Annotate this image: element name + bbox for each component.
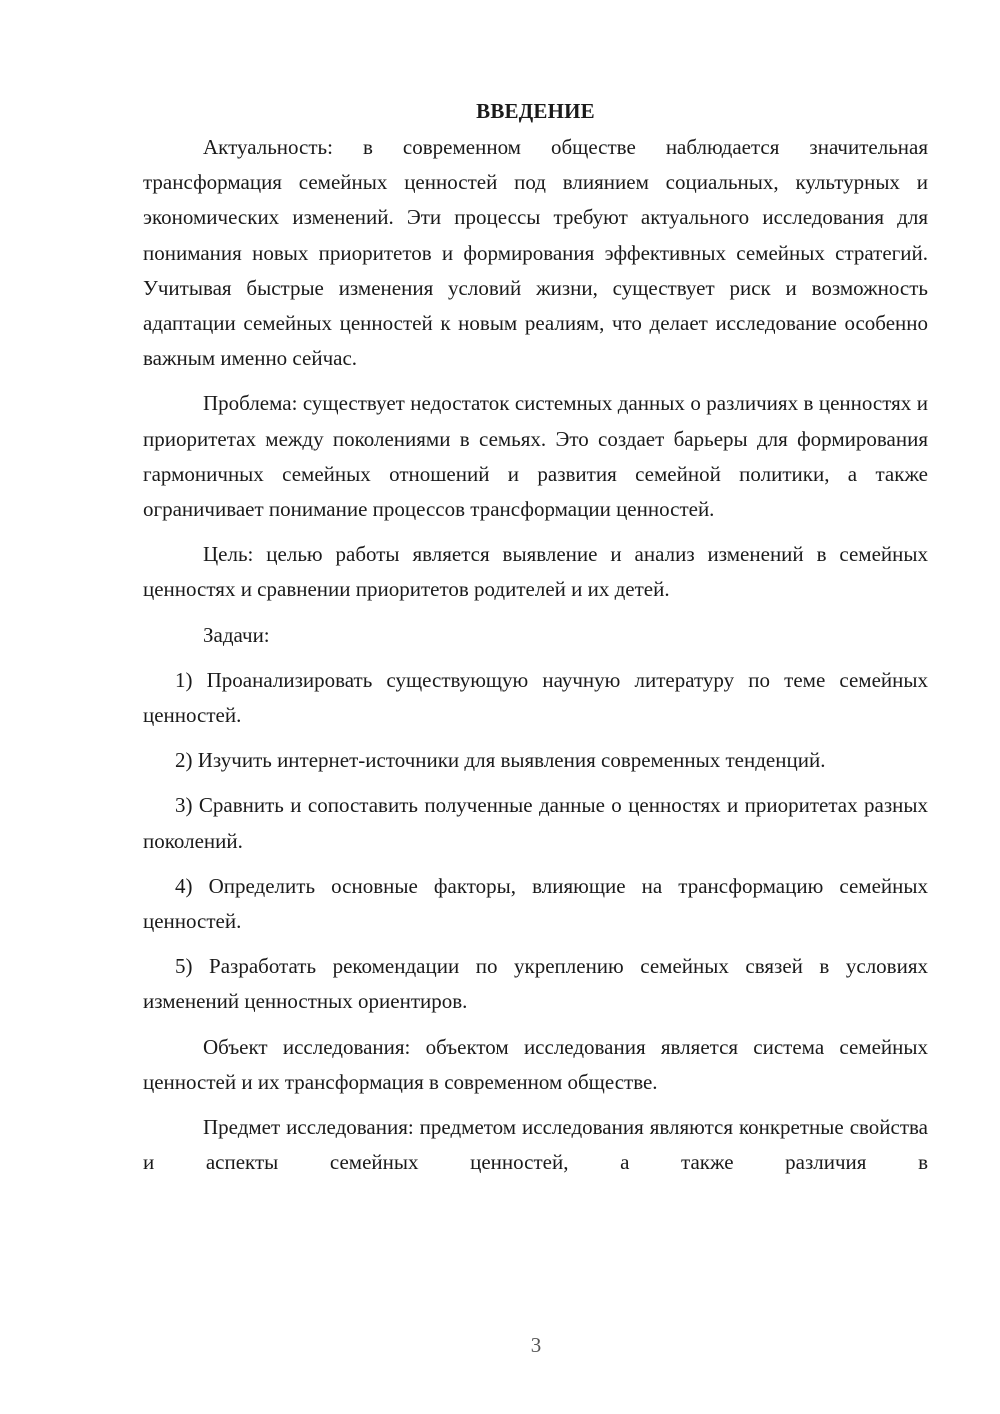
- document-page: [143, 96, 928, 1190]
- problem-paragraph: Проблема: существует недостаток системных данных о различиях в ценностях и приоритетах между поколениями в семьях. Это создает барьеры для формирования гармоничных семейных отношений и развития семейной политики, а также ограничивает понимание процессов трансформации ценностей.: [143, 391, 928, 522]
- task-item-5: 5) Разработать рекомендации по укреплению семейных связей в условиях изменений ценностных ориентиров.: [143, 954, 928, 1014]
- task-item-2: 2) Изучить интернет-источники для выявления современных тенденций.: [175, 748, 826, 773]
- page-number: 3: [530, 1333, 542, 1357]
- task-item-4: 4) Определить основные факторы, влияющие на трансформацию семейных ценностей.: [143, 873, 928, 934]
- task-item-1: 1) Проанализировать существующую научную литературу по теме семейных ценностей.: [143, 667, 928, 728]
- tasks-heading: Задачи:: [203, 622, 270, 647]
- goal-paragraph: Цель: целью работы является выявление и анализ изменений в семейных ценностях и сравнении приоритетов родителей и их детей.: [143, 542, 928, 602]
- relevance-paragraph: Актуальность: в современном обществе наблюдается значительная трансформация семейных ценностей под влиянием социальных, культурных и экономических изменений. Эти процессы требуют актуального исследования для понимания новых приоритетов и формирования эффективных семейных стратегий. Учитывая быстрые изменения условий жизни, существует риск и возможность адаптации семейных ценностей к новым реалиям, что делает исследование особенно важным именно сейчас.: [143, 135, 928, 371]
- task-item-3: 3) Сравнить и сопоставить полученные данные о ценностях и приоритетах разных поколений.: [143, 793, 928, 853]
- subject-paragraph: Предмет исследования: предметом исследования являются конкретные свойства и аспекты семейных ценностей, а также различия в: [143, 1115, 928, 1175]
- object-paragraph: Объект исследования: объектом исследования является система семейных ценностей и их трансформация в современном обществе.: [143, 1034, 928, 1094]
- section-title: ВВЕДЕНИЕ: [476, 99, 595, 123]
